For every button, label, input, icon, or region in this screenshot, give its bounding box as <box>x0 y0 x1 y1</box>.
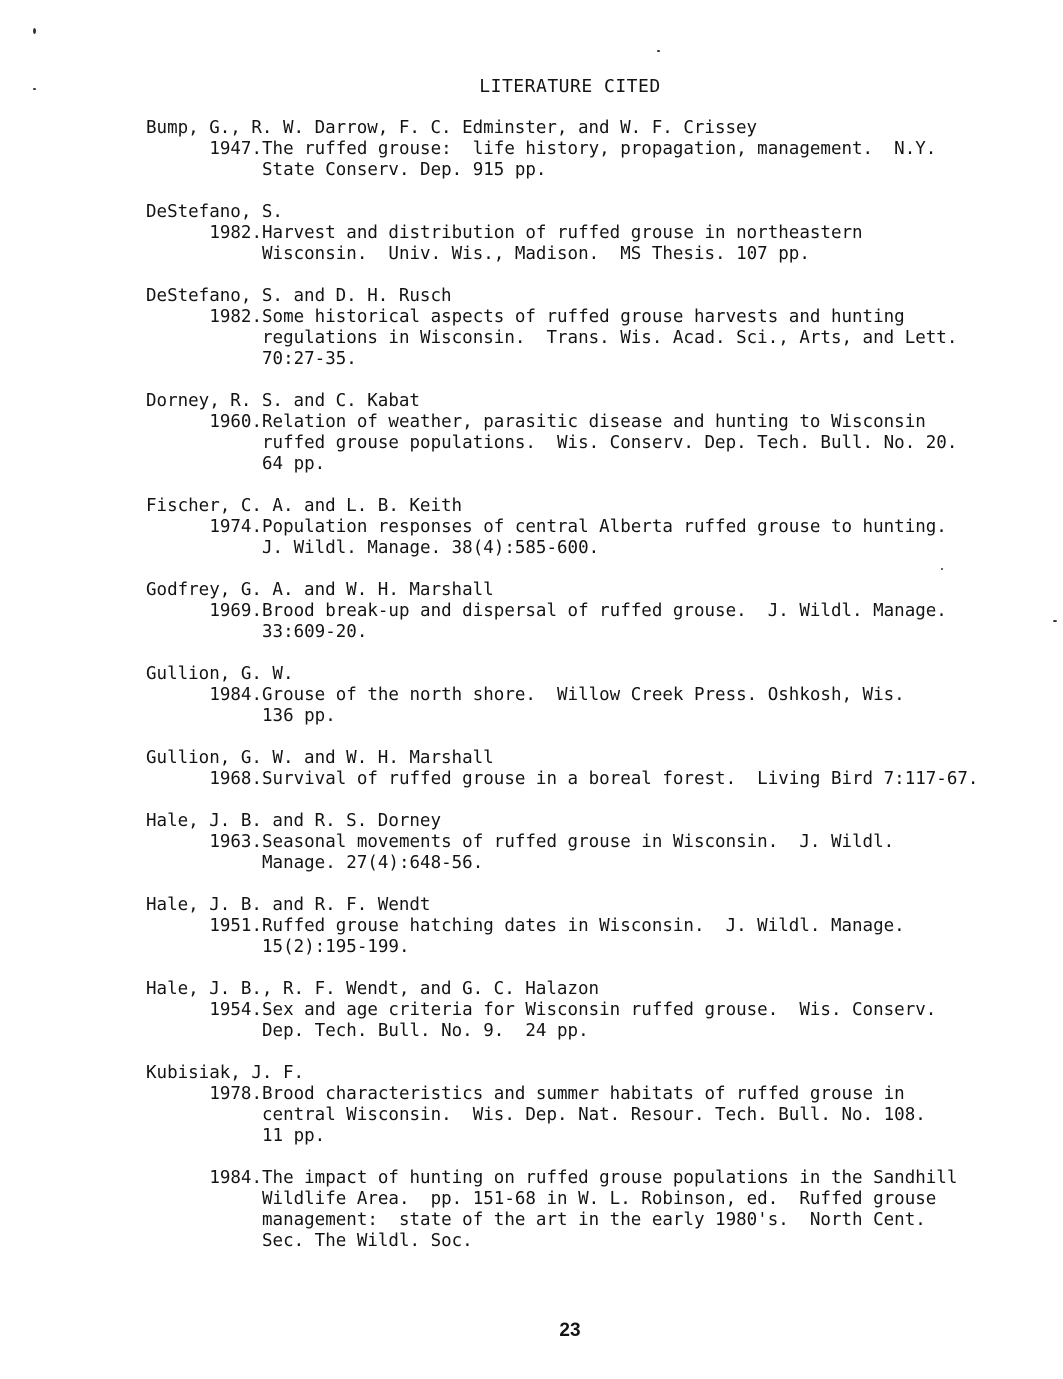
reference-year: 1954. <box>209 1000 262 1020</box>
reference-text: Population responses of central Alberta ruffed grouse to hunting. J. Wildl. Manage. 38(4):585-600. <box>262 517 947 558</box>
reference-item <box>146 1063 1026 1252</box>
page-number: 23 <box>559 1320 581 1341</box>
reference-author: Kubisiak, J. F. <box>146 1063 305 1083</box>
reference-year: 1974. <box>209 517 262 537</box>
scan-speck <box>1053 620 1057 622</box>
reference-text: Brood characteristics and summer habitats of ruffed grouse in central Wisconsin. Wis. Dep. Nat. Resour. Tech. Bull. No. 108. 11 pp. <box>262 1084 926 1146</box>
reference-entry <box>146 517 1026 559</box>
reference-author: Bump, G., R. W. Darrow, F. C. Edminster, and W. F. Crissey <box>146 118 758 138</box>
reference-author: DeStefano, S. <box>146 202 283 222</box>
scan-speck <box>657 50 660 52</box>
reference-year: 1960. <box>209 412 262 432</box>
reference-entry <box>146 832 1026 874</box>
reference-item <box>146 496 1026 559</box>
reference-text: Relation of weather, parasitic disease and hunting to Wisconsin ruffed grouse populations. Wis. Conserv. Dep. Tech. Bull. No. 20. 64 pp. <box>262 412 958 474</box>
reference-item <box>146 118 1026 181</box>
reference-item <box>146 979 1026 1042</box>
reference-text: Seasonal movements of ruffed grouse in Wisconsin. J. Wildl. Manage. 27(4):648-56. <box>262 832 895 873</box>
page-title: LITERATURE CITED <box>479 76 661 97</box>
reference-list <box>146 118 1026 1273</box>
reference-item <box>146 202 1026 265</box>
reference-author: DeStefano, S. and D. H. Rusch <box>146 286 452 306</box>
reference-text: Grouse of the north shore. Willow Creek Press. Oshkosh, Wis. 136 pp. <box>262 685 905 726</box>
reference-text: Sex and age criteria for Wisconsin ruffed grouse. Wis. Conserv. Dep. Tech. Bull. No. 9. 24 pp. <box>262 1000 937 1041</box>
reference-entry <box>146 601 1026 643</box>
reference-year: 1968. <box>209 769 262 789</box>
reference-item <box>146 391 1026 475</box>
reference-item <box>146 895 1026 958</box>
reference-item <box>146 580 1026 643</box>
reference-entry <box>146 307 1026 370</box>
reference-author: Hale, J. B. and R. S. Dorney <box>146 811 442 831</box>
reference-entry <box>146 139 1026 181</box>
reference-entry <box>146 1000 1026 1042</box>
scan-speck <box>33 28 36 34</box>
reference-item <box>146 811 1026 874</box>
reference-text: Some historical aspects of ruffed grouse harvests and hunting regulations in Wisconsin. Trans. Wis. Acad. Sci., Arts, and Lett. 70:27-35. <box>262 307 958 369</box>
reference-year: 1984. <box>209 1168 262 1188</box>
reference-text: Harvest and distribution of ruffed grouse in northeastern Wisconsin. Univ. Wis., Madison. MS Thesis. 107 pp. <box>262 223 863 264</box>
reference-text: Survival of ruffed grouse in a boreal forest. Living Bird 7:117-67. <box>262 769 979 789</box>
reference-entry <box>146 1084 1026 1147</box>
reference-entry <box>146 412 1026 475</box>
reference-entry <box>146 916 1026 958</box>
scan-speck <box>941 568 943 570</box>
reference-item <box>146 286 1026 370</box>
reference-author: Hale, J. B. and R. F. Wendt <box>146 895 431 915</box>
reference-item <box>146 664 1026 727</box>
reference-author: Fischer, C. A. and L. B. Keith <box>146 496 463 516</box>
reference-year: 1978. <box>209 1084 262 1104</box>
reference-item <box>146 748 1026 790</box>
reference-entry <box>146 223 1026 265</box>
reference-text: The impact of hunting on ruffed grouse populations in the Sandhill Wildlife Area. pp. 151-68 in W. L. Robinson, ed. Ruffed grouse management: state of the art in the early 1980's. North Cent. Sec. The Wildl. Soc. <box>262 1168 958 1251</box>
reference-entry <box>146 1168 1026 1252</box>
reference-text: Brood break-up and dispersal of ruffed grouse. J. Wildl. Manage. 33:609-20. <box>262 601 947 642</box>
reference-year: 1969. <box>209 601 262 621</box>
reference-text: The ruffed grouse: life history, propagation, management. N.Y. State Conserv. Dep. 915 pp. <box>262 139 937 180</box>
reference-author: Dorney, R. S. and C. Kabat <box>146 391 420 411</box>
reference-author: Gullion, G. W. <box>146 664 294 684</box>
reference-year: 1982. <box>209 223 262 243</box>
reference-year: 1982. <box>209 307 262 327</box>
reference-year: 1984. <box>209 685 262 705</box>
reference-year: 1951. <box>209 916 262 936</box>
reference-author: Hale, J. B., R. F. Wendt, and G. C. Halazon <box>146 979 600 999</box>
reference-text: Ruffed grouse hatching dates in Wisconsin. J. Wildl. Manage. 15(2):195-199. <box>262 916 905 957</box>
reference-entry <box>146 769 1026 790</box>
reference-author: Gullion, G. W. and W. H. Marshall <box>146 748 494 768</box>
reference-entry <box>146 685 1026 727</box>
reference-year: 1947. <box>209 139 262 159</box>
scan-speck <box>33 88 36 90</box>
reference-year: 1963. <box>209 832 262 852</box>
reference-author: Godfrey, G. A. and W. H. Marshall <box>146 580 494 600</box>
